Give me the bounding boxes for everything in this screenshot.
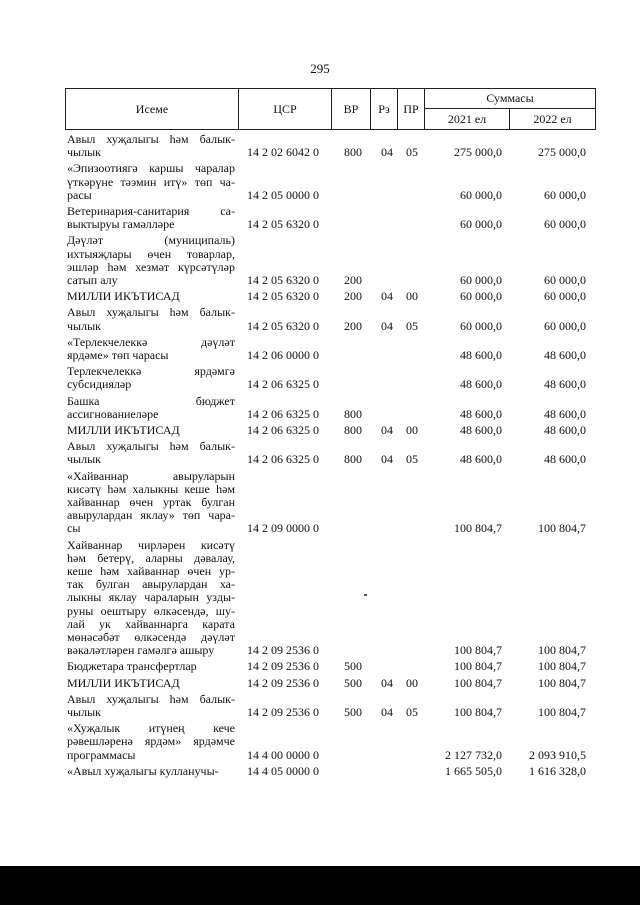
row-sum-2022: 48 600,0 [544,423,586,437]
row-name-line: субсидияләр [67,377,132,392]
row-rz: 04 [381,289,393,304]
row-name-line: авырулардан яклау» төп чара- [67,508,235,523]
row-csr: 14 2 06 6325 0 [247,452,319,467]
row-sum-2022: 60 000,0 [544,187,586,202]
row-name-line: чылык [67,145,101,160]
row-sum-2022: 60 000,0 [544,273,586,287]
row-name-line: Терлекчелеккә ярдәмгә [67,364,235,379]
row-csr: 14 4 05 0000 0 [247,763,319,778]
row-pr: 05 [406,318,418,333]
row-csr: 14 2 06 0000 0 [247,348,319,362]
row-name-line: чылык [67,318,101,333]
row-csr: 14 2 05 6320 0 [247,318,319,333]
row-sum-2022: 100 804,7 [538,675,586,690]
row-sum-2021: 100 804,7 [454,643,502,658]
row-name-line: «Хуҗалык итүнең кече [67,721,235,736]
row-sum-2021: 1 665 505,0 [445,763,502,778]
row-sum-2022: 60 000,0 [544,318,586,333]
row-csr: 14 2 05 6320 0 [247,289,319,304]
row-name-line: «Эпизоотиягә каршы чаралар [67,161,235,176]
row-name-line: Дәүләт (муниципаль) [67,233,235,248]
row-name-line: үткәрүне тәэмин итү» төп ча- [67,174,235,189]
row-sum-2022: 48 600,0 [544,348,586,362]
row-sum-2022: 48 600,0 [544,377,586,392]
header-sums: Суммасы [424,88,596,109]
row-sum-2022: 1 616 328,0 [529,763,586,778]
row-name-line: программасы [67,747,136,762]
row-name-line: Авыл хуҗалыгы һәм балык- [67,439,235,454]
row-sum-2021: 48 600,0 [460,348,502,362]
row-csr: 14 2 09 2536 0 [247,675,319,690]
row-rz: 04 [381,318,393,333]
row-name-line: ассигнованиеләре [67,406,159,421]
row-sum-2022: 275 000,0 [538,145,586,160]
row-name-line: рәвешләренә ярдәм» ярдәмче [67,734,235,749]
row-sum-2022: 100 804,7 [538,659,586,674]
row-pr: 05 [406,452,418,467]
row-sum-2022: 100 804,7 [538,521,586,536]
row-sum-2022: 100 804,7 [538,705,586,719]
scan-bottom-bar [0,866,640,905]
row-name-line: «Авыл хуҗалыгы кулланучы- [67,763,219,778]
row-pr: 00 [406,675,418,690]
row-name-line: МИЛЛИ ИКЪТИСАД [67,675,180,690]
row-name-line: ихтыяҗлары өчен товарлар, [67,246,235,261]
row-csr: 14 2 05 6320 0 [247,273,319,287]
row-name-line: так булган авырулардан ха- [67,577,235,592]
row-sum-2022: 60 000,0 [544,289,586,304]
row-name-line: «Терлекчелеккә дәүләт [67,334,235,349]
row-name-line: расы [67,187,92,202]
row-csr: 14 2 09 2536 0 [247,705,319,719]
row-name-line: чылык [67,705,101,719]
row-sum-2021: 100 804,7 [454,659,502,674]
row-pr: 05 [406,705,418,719]
row-pr: 00 [406,423,418,437]
row-rz: 04 [381,675,393,690]
header-year-2022: 2022 ел [509,108,596,130]
row-sum-2021: 100 804,7 [454,521,502,536]
row-vr: 500 [344,705,362,719]
row-csr: 14 2 09 2536 0 [247,659,319,674]
scan-mark [364,594,367,596]
row-csr: 14 2 06 6325 0 [247,406,319,421]
row-name-line: МИЛЛИ ИКЪТИСАД [67,423,180,437]
header-vr: ВР [331,88,371,130]
row-vr: 800 [344,452,362,467]
row-pr: 05 [406,145,418,160]
page-number: 295 [310,61,330,76]
row-sum-2021: 60 000,0 [460,289,502,304]
row-sum-2021: 60 000,0 [460,318,502,333]
row-sum-2021: 60 000,0 [460,217,502,232]
header-pr: ПР [397,88,425,130]
row-name-line: эшләр һәм хезмәт күрсәтүләр [67,259,235,274]
row-name-line: һәм бетерү, аларны дәвалау, [67,550,235,565]
row-name-line: выктыруы гамәлләре [67,217,175,232]
row-rz: 04 [381,705,393,719]
row-csr: 14 2 02 6042 0 [247,145,319,160]
row-rz: 04 [381,452,393,467]
row-name-line: Ветеринария-санитария са- [67,204,235,218]
row-sum-2022: 2 093 910,5 [529,747,586,762]
row-sum-2021: 275 000,0 [454,145,502,160]
row-csr: 14 2 06 6325 0 [247,423,319,437]
row-vr: 200 [344,318,362,333]
row-sum-2021: 48 600,0 [460,406,502,421]
row-name-line: Авыл хуҗалыгы һәм балык- [67,691,235,706]
row-name-line: кеше һәм хайваннар өчен ур- [67,564,235,578]
row-vr: 500 [344,675,362,690]
row-name-line: МИЛЛИ ИКЪТИСАД [67,289,180,304]
header-year-2021: 2021 ел [424,108,510,130]
row-sum-2022: 100 804,7 [538,643,586,658]
row-sum-2021: 100 804,7 [454,705,502,719]
header-name: Исеме [65,88,239,130]
row-vr: 800 [344,423,362,437]
row-sum-2021: 48 600,0 [460,423,502,437]
row-sum-2022: 48 600,0 [544,406,586,421]
row-vr: 200 [344,289,362,304]
row-name-line: Авыл хуҗалыгы һәм балык- [67,305,235,320]
row-sum-2021: 48 600,0 [460,377,502,392]
row-vr: 200 [344,273,362,287]
row-name-line: мөнәсәбәт өлкәсендә дәүләт [67,630,235,644]
row-name-line: кисәтү һәм халыкны кеше һәм [67,481,235,496]
row-sum-2021: 2 127 732,0 [445,747,502,762]
row-csr: 14 2 09 2536 0 [247,643,319,658]
row-name-line: сы [67,521,81,536]
row-rz: 04 [381,423,393,437]
header-rz: Рз [370,88,398,130]
row-name-line: «Хайваннар авыруларын [67,468,235,483]
row-vr: 800 [344,145,362,160]
row-name-line: лыкны яклау чараларын узды- [67,590,235,605]
row-name-line: вәкаләтләрен гамәлгә ашыру [67,643,215,658]
row-vr: 800 [344,406,362,421]
row-name-line: чылык [67,452,101,467]
row-csr: 14 2 05 0000 0 [247,187,319,202]
row-csr: 14 2 05 6320 0 [247,217,319,232]
row-name-line: Хайваннар чирләрен кисәтү [67,537,235,552]
row-name-line: сатып алу [67,273,118,287]
row-sum-2022: 48 600,0 [544,452,586,467]
row-name-line: Башка бюджет [67,393,235,408]
row-name-line: Бюджетара трансфертлар [67,659,197,674]
row-vr: 500 [344,659,362,674]
row-csr: 14 4 00 0000 0 [247,747,319,762]
row-csr: 14 2 06 6325 0 [247,377,319,392]
row-name-line: ярдәме» төп чарасы [67,348,169,362]
row-csr: 14 2 09 0000 0 [247,521,319,536]
row-rz: 04 [381,145,393,160]
row-sum-2021: 100 804,7 [454,675,502,690]
header-csr: ЦСР [238,88,332,130]
row-pr: 00 [406,289,418,304]
row-name-line: руны оештыру өлкәсендә, шу- [67,603,235,618]
row-name-line: Авыл хуҗалыгы һәм балык- [67,132,235,146]
row-name-line: лай ук хайваннарга карата [67,616,235,631]
row-sum-2021: 48 600,0 [460,452,502,467]
row-sum-2021: 60 000,0 [460,187,502,202]
row-sum-2022: 60 000,0 [544,217,586,232]
row-sum-2021: 60 000,0 [460,273,502,287]
row-name-line: хайваннар өчен уртак булган [67,495,235,509]
